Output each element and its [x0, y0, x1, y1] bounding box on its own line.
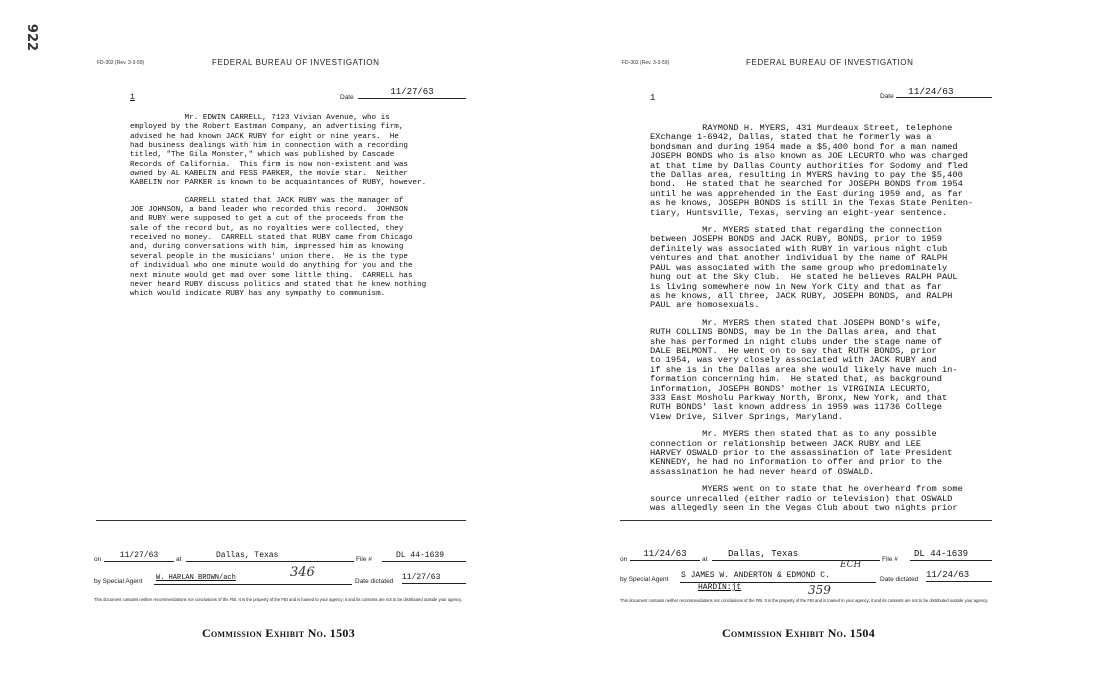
- special-agent: W. HARLAN BROWN/ach: [156, 574, 236, 582]
- text-line: between JOSEPH BONDS and JACK RUBY, BONDS, prior to 1959: [650, 234, 942, 245]
- text-line: as he knows, JOSEPH BONDS is still in the Texas State Peniten-: [650, 198, 974, 209]
- file-label: File #: [882, 556, 898, 563]
- form-number: FD-302 (Rev. 3-3-59): [97, 60, 145, 66]
- page-mark: 1: [650, 93, 656, 103]
- report-body: [650, 124, 973, 521]
- text-line: several people in the musicians' union there. He is the type: [130, 252, 408, 261]
- text-line: JOE JOHNSON, a band leader who recorded this record. JOHNSON: [130, 206, 408, 215]
- report-date: 11/24/63: [896, 87, 992, 98]
- paragraph: [650, 124, 973, 218]
- text-line: ventures and that another individual by the name of RALPH: [650, 253, 948, 264]
- text-line: and, during conversations with him, impressed him as knowing: [130, 243, 404, 252]
- text-line: of individual who one minute would do anything for you and the: [130, 262, 413, 271]
- paragraph: [650, 430, 973, 477]
- text-line: HARVEY OSWALD prior to the assassination of late President: [650, 448, 953, 458]
- text-line: KABELIN nor PARKER is known to be acquaintances of RUBY, however.: [130, 179, 427, 188]
- agent-underline: [154, 584, 352, 585]
- disclaimer: This document contains neither recommendations nor conclusions of the FBI. It is the property of the FBI and is loaned to your agency; it and its contents are not to be distributed outside your agency.: [620, 598, 989, 603]
- text-line: DALE BELMONT. He went on to say that RUTH BONDS, prior: [650, 345, 937, 356]
- interview-date: 11/27/63: [104, 552, 174, 562]
- text-line: is living somewhere now in New York City and that as far: [650, 281, 942, 292]
- text-line: which would indicate RUBY has any sympathy to communism.: [130, 290, 386, 299]
- form-number: FD-302 (Rev. 3-3-59): [622, 60, 670, 66]
- text-line: Records of California. This firm is now non-existent and was: [130, 160, 408, 169]
- text-line: RUTH COLLINS BONDS, may be in the Dallas area, and that: [650, 327, 937, 338]
- text-line: PAUL are homosexuals.: [650, 300, 760, 311]
- agency-header: FEDERAL BUREAU OF INVESTIGATION: [746, 58, 914, 67]
- special-agent: S JAMES W. ANDERTON & EDMOND C.: [681, 571, 830, 580]
- text-line: was allegedly seen in the Vegas Club about two nights prior: [650, 503, 958, 514]
- text-line: EXchange 1-6942, Dallas, stated that he formerly was a: [650, 132, 932, 143]
- text-line: to 1954, was very closely associated with JACK RUBY and: [650, 355, 937, 366]
- paragraph: [130, 197, 426, 300]
- text-line: and RUBY were supposed to get a cut of the proceeds from the: [130, 215, 404, 224]
- text-line: bondsman and during 1954 made a $5,400 bond for a man named: [650, 141, 958, 152]
- text-line: as he knows, all three, JACK RUBY, JOSEPH BONDS, and RALPH: [650, 290, 953, 301]
- text-line: Mr. MYERS then stated that as to any possible: [650, 429, 937, 440]
- location: Dallas, Texas: [186, 552, 354, 562]
- text-line: next minute would get mad over some little thing. CARRELL has: [130, 271, 413, 280]
- report-date: 11/27/63: [358, 88, 466, 99]
- text-line: JOSEPH BONDS who is also known as JOE LECURTO who was charged: [650, 151, 969, 162]
- text-line: at that time by Dallas County authorities for Sodomy and fled: [650, 160, 969, 171]
- text-line: formation concerning him. He stated that, as background: [650, 374, 942, 385]
- text-line: employed by the Robert Eastman Company, an advertising firm,: [130, 123, 404, 132]
- text-line: MYERS went on to state that he overheard from some: [650, 484, 963, 495]
- text-line: sale of the record but, as no royalties were collected, they: [130, 224, 404, 233]
- text-line: until he was apprehended in the East during 1959 and, as far: [650, 188, 963, 199]
- interview-date: 11/24/63: [630, 550, 700, 561]
- agent-label: by Special Agent: [94, 578, 143, 585]
- text-line: tiary, Huntsville, Texas, serving an eight-year sentence.: [650, 207, 948, 218]
- file-number: DL 44-1639: [382, 552, 466, 562]
- exhibit-caption: Commission Exhibit No. 1503: [202, 626, 356, 640]
- divider: [620, 520, 992, 521]
- text-line: had business dealings with him in connection with a recording: [130, 142, 408, 151]
- location: Dallas, Texas: [712, 550, 880, 561]
- dictated-label: Date dictated: [355, 578, 394, 585]
- at-label: at: [176, 556, 182, 563]
- text-line: owned by AL KABELIN and FESS PARKER, the movie star. Neither: [130, 170, 408, 179]
- on-label: on: [94, 556, 102, 563]
- text-line: never heard RUBY discuss politics and stated that he knew nothing: [130, 280, 427, 289]
- agent-label: by Special Agent: [620, 576, 669, 583]
- paragraph: [650, 319, 973, 422]
- special-agent-line2: HARDIN:jt: [698, 583, 742, 592]
- report-body: [130, 114, 426, 308]
- text-line: KENNEDY, he had no information to offer and prior to the: [650, 457, 942, 468]
- text-line: the Dallas area, resulting in MYERS having to pay the $5,400: [650, 170, 963, 181]
- text-line: titled, "The Gila Monster," which was published by Cascade: [130, 151, 395, 160]
- file-label: File #: [356, 556, 372, 563]
- date-label: Date: [340, 94, 354, 101]
- handwritten-number: 359: [808, 583, 831, 597]
- handwritten-initials: ECH: [840, 560, 862, 570]
- exhibit-caption: Commission Exhibit No. 1504: [722, 626, 876, 640]
- text-line: source unrecalled (either radio or television) that OSWALD: [650, 493, 953, 504]
- text-line: assassination he had never heard of OSWALD.: [650, 466, 875, 477]
- text-line: definitely was associated with RUBY in various night club: [650, 243, 948, 254]
- text-line: if she is in the Dallas area she would likely have much in-: [650, 364, 958, 375]
- paragraph: [130, 114, 426, 189]
- divider: [96, 520, 466, 521]
- text-line: Mr. MYERS then stated that JOSEPH BOND's wife,: [650, 317, 942, 328]
- text-line: 333 East Mosholu Parkway North, Bronx, New York, and that: [650, 392, 948, 403]
- text-line: hung out at the Sky Club. He stated he believes RALPH PAUL: [650, 272, 958, 283]
- paragraph: [650, 485, 973, 513]
- handwritten-number: 346: [290, 565, 315, 580]
- text-line: bond. He stated that he searched for JOSEPH BONDS from 1954: [650, 179, 963, 190]
- date-label: Date: [880, 93, 894, 100]
- agency-header: FEDERAL BUREAU OF INVESTIGATION: [212, 58, 380, 67]
- text-line: RUTH BONDS' last known address in 1959 was 11736 College: [650, 402, 942, 413]
- text-line: advised he had known JACK RUBY for eight or nine years. He: [130, 132, 399, 141]
- disclaimer: This document contains neither recommendations nor conclusions of the FBI. It is the property of the FBI and is loaned to your agency; it and its contents are not to be distributed outside your agency.: [94, 597, 463, 602]
- text-line: RAYMOND H. MYERS, 431 Murdeaux Street, telephone: [650, 123, 953, 133]
- text-line: Mr. MYERS stated that regarding the connection: [650, 225, 942, 236]
- text-line: CARRELL stated that JACK RUBY was the manager of: [130, 196, 404, 205]
- text-line: connection or relationship between JACK RUBY and LEE: [650, 438, 922, 449]
- text-line: she has performed in night clubs under the stage name of: [650, 336, 942, 347]
- dictated-label: Date dictated: [880, 576, 919, 583]
- page-number: 922: [24, 23, 40, 52]
- text-line: received no money. CARRELL stated that RUBY came from Chicago: [130, 234, 413, 243]
- text-line: Mr. EDWIN CARRELL, 7123 Vivian Avenue, who is: [130, 114, 390, 122]
- date-dictated: 11/24/63: [926, 571, 992, 582]
- file-number: DL 44-1639: [910, 550, 992, 561]
- at-label: at: [702, 556, 708, 563]
- text-line: information, JOSEPH BONDS' mother is VIRGINIA LECURTO,: [650, 383, 932, 394]
- text-line: PAUL was associated with the same group who predominately: [650, 262, 948, 273]
- date-dictated: 11/27/63: [402, 574, 466, 584]
- paragraph: [650, 226, 973, 311]
- text-line: View Drive, Silver Springs, Maryland.: [650, 411, 843, 422]
- on-label: on: [620, 556, 628, 563]
- page-mark: 1: [130, 93, 135, 102]
